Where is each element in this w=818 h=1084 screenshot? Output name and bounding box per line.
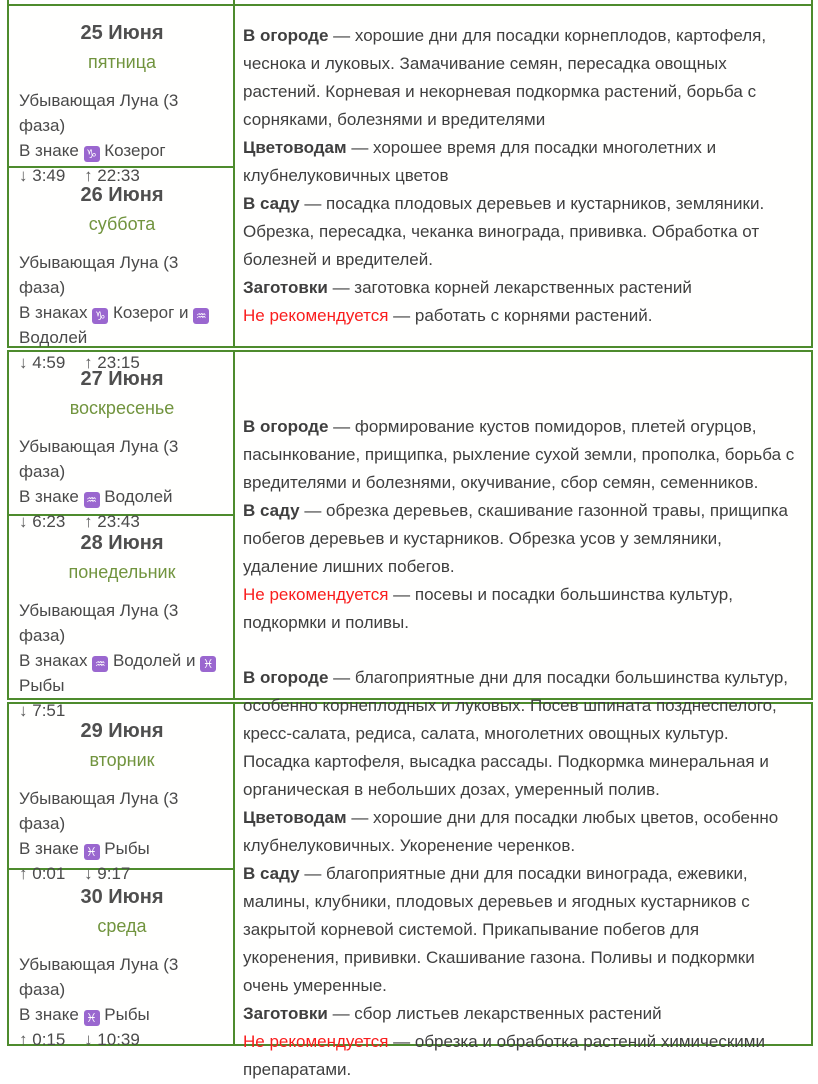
note-paragraph — [243, 1000, 795, 1028]
sign-prefix: В знаке — [19, 487, 79, 506]
calendar-row-group — [7, 4, 813, 372]
sign-prefix: В знаках — [19, 303, 88, 322]
aquarius-icon: ♒ — [193, 308, 209, 324]
moon-phase: Убывающая Луна (3 фаза) — [19, 91, 179, 135]
note-text: — работать с корнями растений. — [393, 306, 653, 325]
note-text: — хорошие дни для посадки любых цветов, особенно клубнелуковичных. Укоренение черенков. — [243, 808, 779, 855]
day-column-sliver — [9, 0, 235, 4]
arrow-icon: ↓ — [19, 353, 28, 372]
day-weekday: воскресенье — [69, 398, 175, 418]
note-text: — обрезка и обработка растений химическими препаратами. — [243, 1032, 765, 1079]
previous-row-sliver — [7, 0, 813, 4]
day-cell — [9, 6, 233, 185]
day-date: 28 Июня — [80, 532, 164, 554]
note-text: — благоприятные дни для посадки винограда, ежевики, малины, клубники, плодовых деревьев и ягодных кустарников с закрытой корневой системой. Прикапывание побегов для укоренения, прививки. Скашивание газона. Поливы и подкормки очень умеренные. — [243, 864, 755, 995]
notes-column-sliver — [235, 0, 811, 4]
moon-sign-line — [19, 648, 225, 698]
day-cell — [9, 516, 233, 729]
moon-phase: Убывающая Луна (3 фаза) — [19, 253, 179, 297]
sign-prefix: В знаке — [19, 839, 79, 858]
note-lead: Не рекомендуется — [243, 585, 389, 604]
aquarius-icon: ♒ — [84, 492, 100, 508]
note-text: — посевы и посадки большинства культур, подкормки и поливы. — [243, 585, 733, 632]
arrow-icon: ↓ — [19, 512, 28, 531]
day-weekday: суббота — [88, 214, 156, 234]
note-lead: В саду — [243, 501, 300, 520]
note-lead: В огороде — [243, 26, 329, 45]
note-text: — благоприятные дни для посадки большинства культур, особенно корнеплодных и луковых. Посев шпината позднеспелого, кресс-салата, редиса, салата, многолетних овощных культур. Посадка картофеля, высадка рассады. Подкормка минеральная и органическая в небольших дозах, умеренный полив. — [243, 668, 789, 799]
note-text: — хорошие дни для посадки корнеплодов, картофеля, чеснока и луковых. Замачивание семян, пересадка овощных растений. Корневая и некорневая подкормка растений, борьба с сорняками, болезнями и вредителями — [243, 26, 767, 129]
day-date: 27 Июня — [80, 368, 164, 390]
moon-sign-line — [19, 138, 225, 163]
arrow-icon: ↑ — [84, 512, 93, 531]
moon-phase: Убывающая Луна (3 фаза) — [19, 437, 179, 481]
calendar-row-group — [7, 668, 813, 1079]
zodiac-sign-name: Рыбы — [19, 676, 65, 695]
day-notes — [235, 668, 811, 1079]
moon-time-value: 0:01 — [32, 864, 66, 883]
sign-prefix: В знаке — [19, 1005, 79, 1024]
capricorn-icon: ♑ — [84, 146, 100, 162]
arrow-icon: ↓ — [84, 864, 93, 883]
note-lead: Не рекомендуется — [243, 306, 389, 325]
day-date: 26 Июня — [80, 184, 164, 206]
moon-time-value: 7:51 — [32, 701, 66, 720]
moon-sign-line — [19, 1002, 225, 1027]
zodiac-sign-name: Водолей — [19, 328, 88, 347]
moon-time-value: 6:23 — [32, 512, 66, 531]
capricorn-icon: ♑ — [92, 308, 108, 324]
note-text: — заготовка корней лекарственных растений — [332, 278, 692, 297]
day-column — [9, 6, 235, 372]
note-paragraph — [243, 581, 795, 637]
day-date: 30 Июня — [80, 886, 164, 908]
day-cell — [9, 704, 233, 883]
day-weekday: пятница — [87, 52, 157, 72]
day-cell — [9, 168, 233, 381]
note-text: — хорошее время для посадки многолетних и клубнелуковичных цветов — [243, 138, 717, 185]
day-column — [9, 704, 235, 1049]
note-lead: Не рекомендуется — [243, 1032, 389, 1051]
pisces-icon: ♓ — [200, 656, 216, 672]
arrow-icon: ↑ — [84, 353, 93, 372]
moon-time-value: 10:39 — [97, 1030, 140, 1049]
arrow-icon: ↑ — [19, 864, 28, 883]
moon-sign-line — [19, 836, 225, 861]
day-date: 29 Июня — [80, 720, 164, 742]
zodiac-sign-name: Водолей — [104, 487, 173, 506]
arrow-icon: ↓ — [19, 166, 28, 185]
day-date: 25 Июня — [80, 22, 164, 44]
day-notes — [235, 6, 811, 346]
note-paragraph — [243, 413, 795, 497]
moon-phase: Убывающая Луна (3 фаза) — [19, 789, 179, 833]
day-weekday: среда — [97, 916, 147, 936]
note-paragraph — [243, 804, 795, 860]
note-paragraph — [243, 664, 795, 804]
lunar-calendar-table — [7, 0, 813, 1079]
note-text: — сбор листьев лекарственных растений — [332, 1004, 662, 1023]
zodiac-sign-name: Козерог — [104, 141, 166, 160]
day-cell — [9, 352, 233, 531]
sign-prefix: В знаке — [19, 141, 79, 160]
zodiac-sign-name: Водолей — [112, 651, 182, 670]
arrow-icon: ↑ — [84, 166, 93, 185]
day-column — [9, 352, 235, 720]
note-lead: Цветоводам — [243, 808, 347, 827]
note-lead: В огороде — [243, 668, 329, 687]
moon-phase: Убывающая Луна (3 фаза) — [19, 955, 179, 999]
day-notes — [235, 352, 811, 698]
aquarius-icon: ♒ — [92, 656, 108, 672]
sign-joiner: и — [179, 303, 189, 322]
moon-sign-line — [19, 484, 225, 509]
day-weekday: понедельник — [68, 562, 176, 582]
moon-phase: Убывающая Луна (3 фаза) — [19, 601, 179, 645]
note-paragraph — [243, 1028, 795, 1084]
moon-time-value: 23:43 — [97, 512, 140, 531]
moon-time — [19, 1030, 65, 1049]
moon-time-value: 4:59 — [32, 353, 66, 372]
note-text: — формирование кустов помидоров, плетей огурцов, пасынкование, прищипка, рыхление сухой земли, прополка, борьба с вредителями и болезнями, окучивание, сбор семян, семенников. — [243, 417, 795, 492]
note-lead: В саду — [243, 864, 300, 883]
note-lead: Заготовки — [243, 278, 328, 297]
moon-times — [19, 1027, 225, 1052]
day-cell — [9, 870, 233, 1058]
moon-time-value: 23:15 — [97, 353, 140, 372]
note-paragraph — [243, 302, 795, 330]
note-paragraph — [243, 274, 795, 302]
zodiac-sign-name: Рыбы — [104, 839, 150, 858]
zodiac-sign-name: Козерог — [112, 303, 175, 322]
note-lead: Заготовки — [243, 1004, 328, 1023]
arrow-icon: ↑ — [19, 1030, 28, 1049]
arrow-icon: ↓ — [84, 1030, 93, 1049]
note-lead: В огороде — [243, 417, 329, 436]
note-lead: В саду — [243, 194, 300, 213]
arrow-icon: ↓ — [19, 701, 28, 720]
note-paragraph — [243, 134, 795, 190]
moon-time-value: 3:49 — [32, 166, 66, 185]
moon-time — [84, 1030, 140, 1049]
pisces-icon: ♓ — [84, 844, 100, 860]
note-paragraph — [243, 22, 795, 134]
moon-time-value: 0:15 — [32, 1030, 66, 1049]
note-text: — посадка плодовых деревьев и кустарников, земляники. Обрезка, пересадка, чеканка винограда, прививка. Обработка от болезней и вредителей. — [243, 194, 765, 269]
moon-time-value: 9:17 — [97, 864, 131, 883]
note-paragraph — [243, 860, 795, 1000]
note-text: — обрезка деревьев, скашивание газонной травы, прищипка побегов деревьев и кустарников. Обрезка усов у земляники, удаление лишних побегов. — [243, 501, 789, 576]
sign-joiner: и — [185, 651, 196, 670]
day-weekday: вторник — [89, 750, 155, 770]
moon-sign-line — [19, 300, 225, 350]
note-lead: Цветоводам — [243, 138, 347, 157]
pisces-icon: ♓ — [84, 1010, 100, 1026]
note-paragraph — [243, 497, 795, 581]
note-paragraph — [243, 190, 795, 274]
zodiac-sign-name: Рыбы — [104, 1005, 150, 1024]
calendar-row-group — [7, 350, 813, 720]
sign-prefix: В знаках — [19, 651, 88, 670]
moon-time-value: 22:33 — [97, 166, 140, 185]
